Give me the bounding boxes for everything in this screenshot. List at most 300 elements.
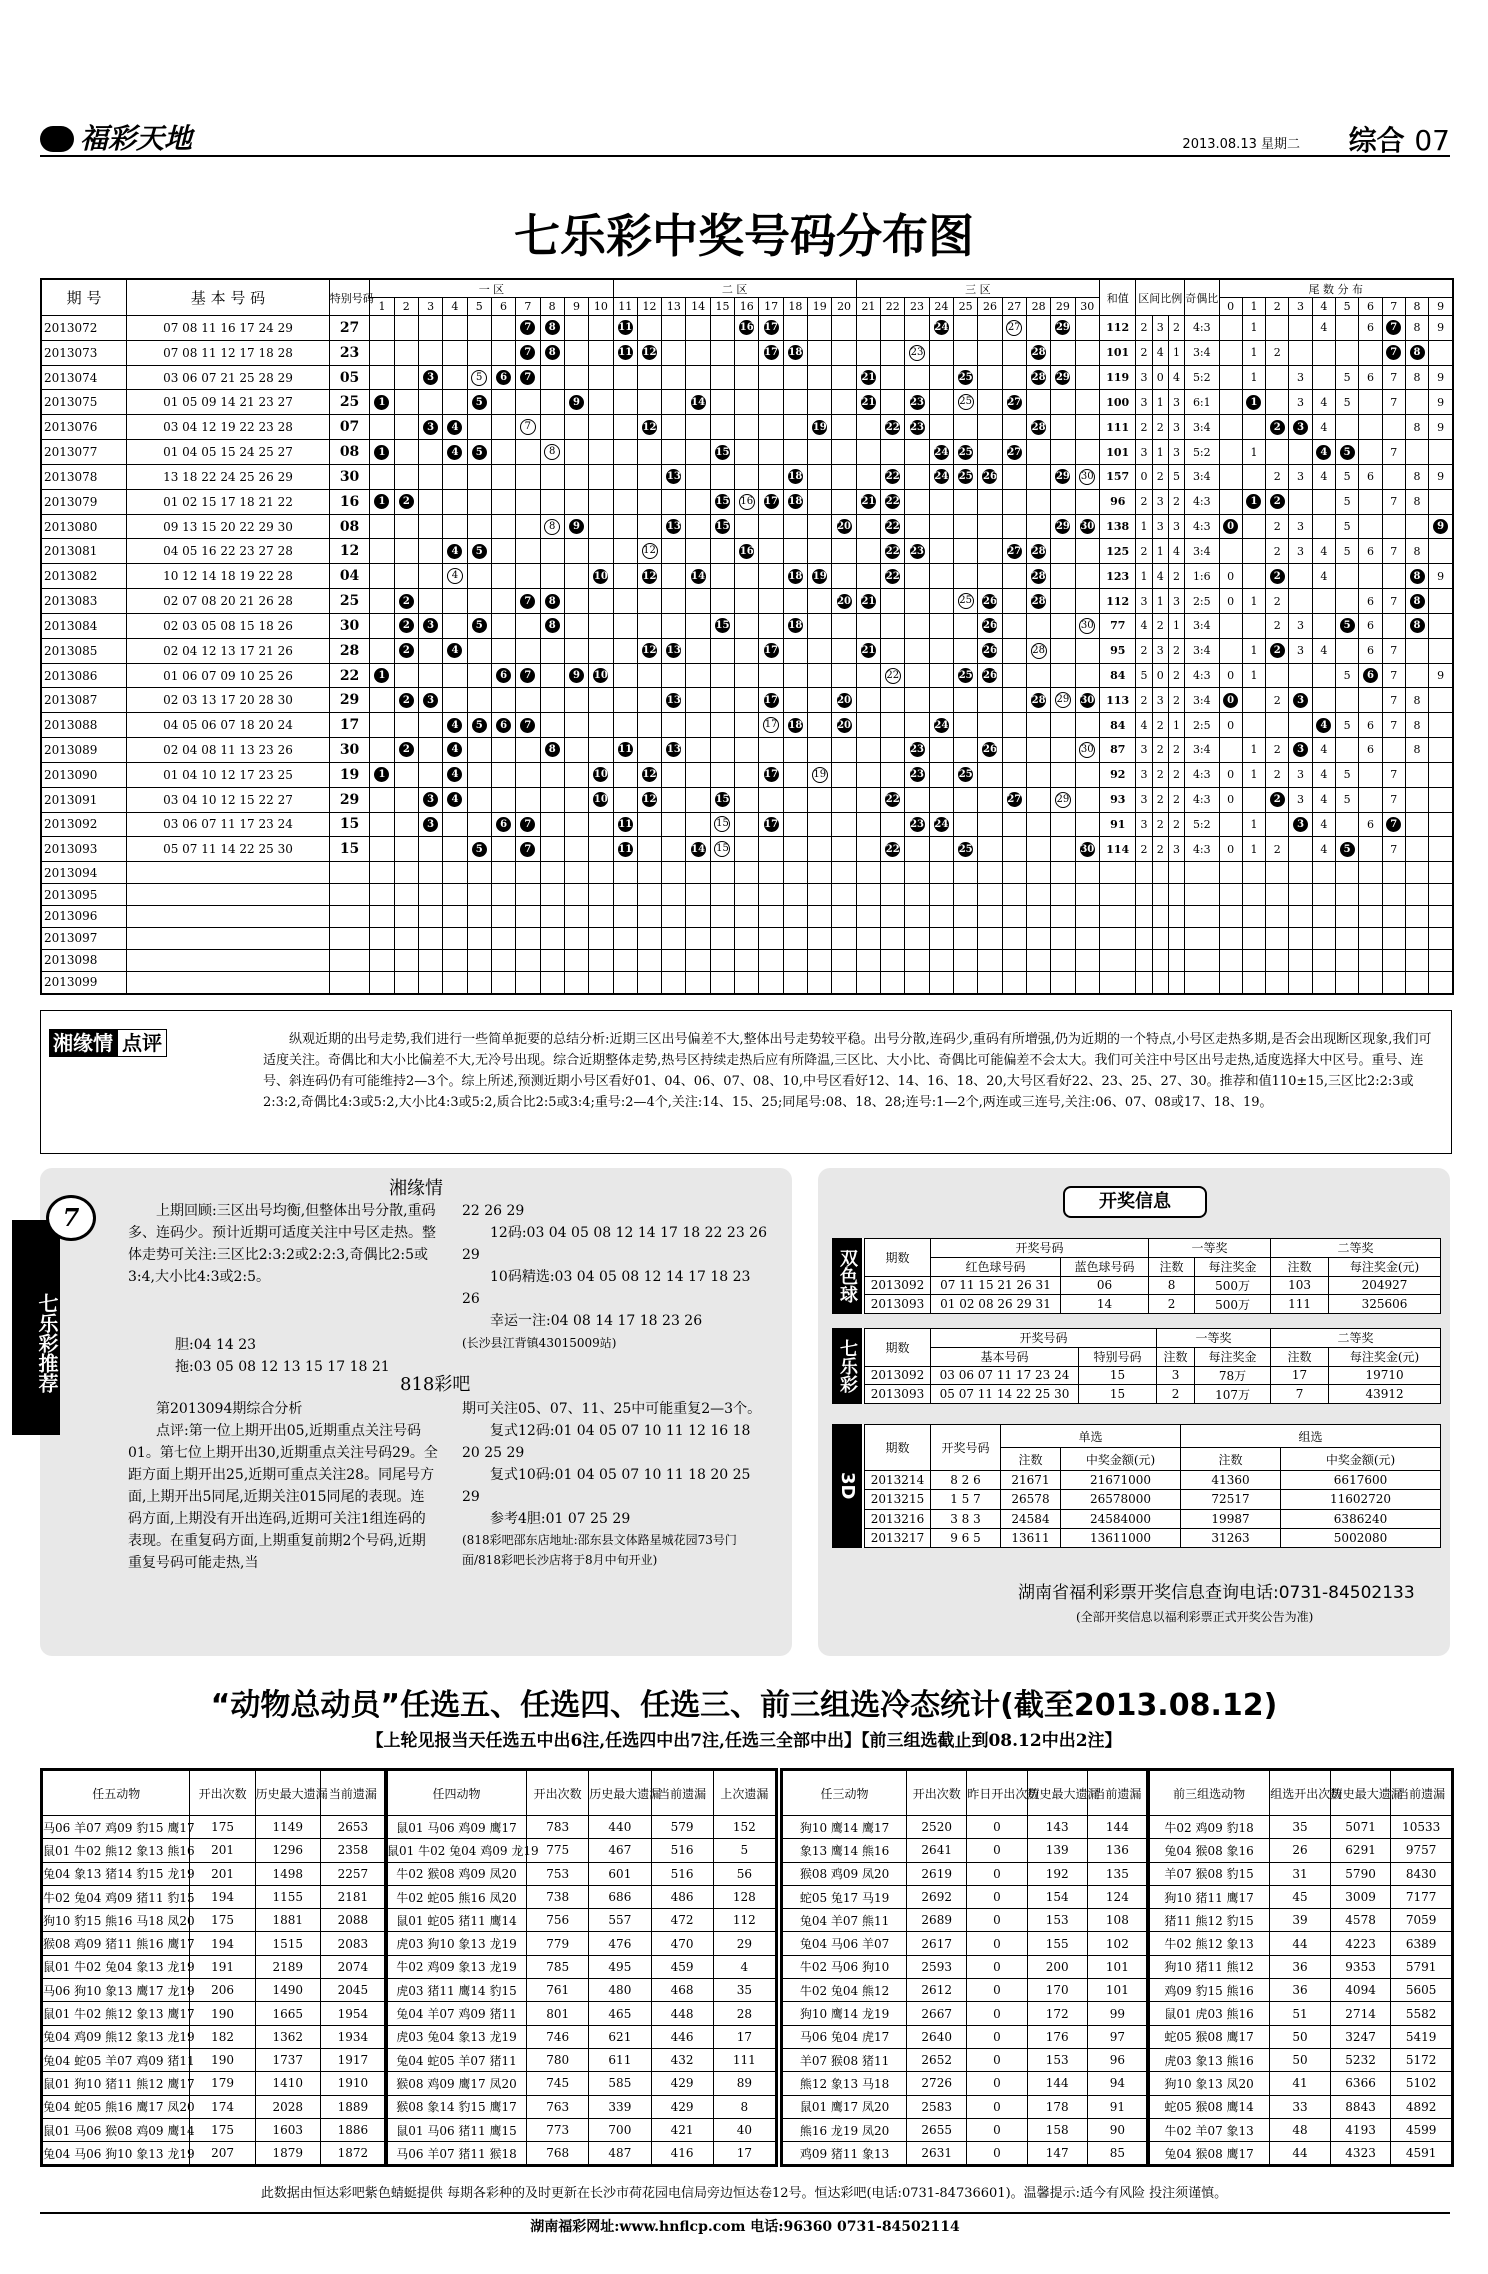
- number-cell: [467, 862, 491, 884]
- tail-cell: [1382, 316, 1405, 341]
- hit-ball: 11: [618, 322, 633, 334]
- number-cell: [735, 613, 759, 638]
- tail-cell: [1405, 812, 1428, 837]
- hit-ball: 15: [715, 620, 730, 632]
- zone-num-header: 5: [467, 298, 491, 316]
- tail-cell: [1242, 713, 1265, 738]
- number-cell: [1051, 489, 1075, 514]
- zone-num-header: 27: [1002, 298, 1026, 316]
- special-ball: 15: [714, 816, 730, 832]
- number-cell: [637, 539, 661, 564]
- number-cell: [1002, 316, 1026, 341]
- number-cell: [735, 884, 759, 906]
- tail-cell: [1336, 638, 1359, 663]
- table-cell: 3247: [1330, 2025, 1391, 2048]
- number-cell: [491, 464, 515, 489]
- number-cell: [467, 539, 491, 564]
- tail-cell: [1405, 949, 1428, 971]
- number-cell: [564, 906, 588, 928]
- number-cell: [540, 762, 564, 787]
- tail-cell: [1266, 906, 1289, 928]
- tail-cell: 0: [1219, 837, 1242, 862]
- table-row: [387, 2048, 776, 2071]
- zone-num-header: 3: [418, 298, 442, 316]
- number-cell: [1002, 514, 1026, 539]
- zone-num-header: 1: [370, 298, 394, 316]
- table-cell: 763: [527, 2095, 589, 2118]
- table-cell: 136: [1087, 1839, 1147, 1862]
- number-cell: [856, 738, 880, 763]
- special-number-cell: 05: [329, 365, 370, 390]
- number-cell: [808, 390, 832, 415]
- number-cell: [540, 489, 564, 514]
- ratio-cell: 1: [1168, 713, 1184, 738]
- table-cell: 狗10 猪11 鹰17: [1149, 1885, 1270, 1908]
- number-cell: [613, 762, 637, 787]
- table-cell: 14: [1061, 1295, 1149, 1314]
- number-cell: [759, 489, 783, 514]
- table-cell: 8430: [1391, 1862, 1452, 1885]
- table-cell: 429: [651, 2072, 713, 2095]
- tail-cell: [1219, 927, 1242, 949]
- ssq-h-amt: 每注奖金: [1195, 1257, 1271, 1276]
- number-cell: [467, 663, 491, 688]
- number-cell: [735, 564, 759, 589]
- number-cell: [516, 365, 540, 390]
- number-cell: [1075, 415, 1099, 440]
- tail-repeat-ball: 8: [1410, 345, 1425, 360]
- number-cell: [589, 971, 613, 993]
- hit-ball: 23: [910, 396, 924, 408]
- hit-ball: 25: [958, 446, 973, 458]
- grid-row: [42, 713, 1453, 738]
- hit-ball: 28: [1031, 421, 1046, 433]
- table-cell: 26578000: [1061, 1490, 1181, 1509]
- tail-cell: [1312, 489, 1335, 514]
- tail-cell: 3: [1289, 390, 1312, 415]
- table-cell: 猴08 鸡09 凤20: [783, 1862, 907, 1885]
- table-cell: 801: [527, 2002, 589, 2025]
- tail-cell: [1429, 862, 1453, 884]
- number-cell: [637, 688, 661, 713]
- number-cell: [710, 564, 734, 589]
- number-cell: [856, 927, 880, 949]
- tail-cell: 2: [1266, 762, 1289, 787]
- tail-cell: [1219, 906, 1242, 928]
- hit-ball: 18: [788, 719, 803, 731]
- table-cell: 601: [589, 1862, 651, 1885]
- number-cell: [881, 787, 905, 812]
- tail-cell: [1405, 906, 1428, 928]
- number-cell: [564, 837, 588, 862]
- tail-cell: [1266, 812, 1289, 837]
- table-cell: 124: [1087, 1885, 1147, 1908]
- ref-4: 参考4胆:01 07 25 29: [490, 1511, 631, 1527]
- number-cell: [491, 415, 515, 440]
- hit-ball: 12: [642, 645, 657, 657]
- base-numbers-cell: [127, 927, 330, 949]
- number-cell: [394, 884, 418, 906]
- number-cell: [491, 613, 515, 638]
- number-cell: [637, 440, 661, 465]
- number-cell: [491, 762, 515, 787]
- qlc-h-amt: 每注奖金: [1195, 1347, 1271, 1366]
- number-cell: [929, 365, 953, 390]
- grid-row: [42, 762, 1453, 787]
- ratio-cell: 2: [1136, 340, 1152, 365]
- tail-repeat-ball: 1: [1246, 395, 1261, 410]
- tail-cell: [1289, 340, 1312, 365]
- table-cell: 07 11 15 21 26 31: [931, 1276, 1061, 1295]
- number-cell: [1075, 539, 1099, 564]
- number-cell: [1002, 812, 1026, 837]
- hit-ball: 13: [666, 645, 681, 657]
- hit-ball: 11: [618, 843, 633, 855]
- table-row: [865, 1528, 1441, 1547]
- sum-cell: 113: [1099, 688, 1135, 713]
- issue-cell: 2013083: [42, 589, 127, 614]
- tail-cell: 1: [1242, 663, 1265, 688]
- ssq-h-amt2: 每注奖金(元): [1329, 1257, 1441, 1276]
- number-cell: [978, 514, 1002, 539]
- ssq-h-p2: 二等奖: [1271, 1239, 1441, 1258]
- tail-cell: [1405, 440, 1428, 465]
- number-cell: [710, 927, 734, 949]
- table-header-cell: 任三动物: [783, 1771, 907, 1816]
- tail-cell: [1219, 812, 1242, 837]
- hit-ball: 9: [569, 519, 584, 534]
- hit-ball: 7: [520, 594, 535, 609]
- table-cell: 鼠01 牛02 兔04 象13 龙19: [43, 1955, 190, 1978]
- tail-cell: [1242, 906, 1265, 928]
- table-row: [43, 1955, 386, 1978]
- table-row: [865, 1366, 1441, 1385]
- col-oe: 奇偶比: [1185, 280, 1219, 316]
- ratio-cell: [1136, 906, 1152, 928]
- hit-ball: 15: [715, 496, 730, 508]
- number-cell: [370, 971, 394, 993]
- tail-cell: 6: [1359, 539, 1382, 564]
- number-cell: [589, 564, 613, 589]
- number-cell: [1051, 837, 1075, 862]
- tail-cell: [1219, 613, 1242, 638]
- zone-num-header: 23: [905, 298, 929, 316]
- number-cell: [564, 762, 588, 787]
- table-cell: 2013216: [865, 1509, 931, 1528]
- number-cell: [735, 489, 759, 514]
- table-cell: 143: [1027, 1816, 1087, 1839]
- ssq-h-red: 红色球号码: [931, 1257, 1061, 1276]
- number-cell: [637, 613, 661, 638]
- tail-cell: [1266, 365, 1289, 390]
- number-cell: [808, 949, 832, 971]
- base-numbers-cell: [127, 906, 330, 928]
- tail-cell: [1429, 927, 1453, 949]
- number-cell: [516, 539, 540, 564]
- number-cell: [686, 613, 710, 638]
- number-cell: [370, 949, 394, 971]
- number-cell: [516, 489, 540, 514]
- special-number-cell: [329, 862, 370, 884]
- tail-cell: [1242, 564, 1265, 589]
- table-row: [1149, 1955, 1452, 1978]
- odd-even-cell: [1185, 971, 1219, 993]
- number-cell: [467, 464, 491, 489]
- ssq-h-nums: 开奖号码: [931, 1239, 1149, 1258]
- ratio-cell: 2: [1136, 688, 1152, 713]
- hit-ball: 3: [423, 817, 438, 832]
- table-cell: 牛02 鸡09 象13 龙19: [387, 1955, 527, 1978]
- special-ball: 7: [520, 419, 536, 435]
- number-cell: [443, 564, 467, 589]
- number-cell: [564, 613, 588, 638]
- number-cell: [1026, 316, 1050, 341]
- number-cell: [1051, 906, 1075, 928]
- hit-ball: 5: [472, 618, 487, 633]
- table-row: [1149, 1816, 1452, 1839]
- tail-cell: [1336, 688, 1359, 713]
- table-header-row: [1149, 1771, 1452, 1816]
- number-cell: [589, 365, 613, 390]
- table-cell: 马06 羊07 鸡09 豹15 鹰17: [43, 1816, 190, 1839]
- number-cell: [662, 713, 686, 738]
- hit-ball: 4: [447, 544, 462, 559]
- table-cell: 40: [713, 2118, 775, 2141]
- table-cell: 鸡09 豹15 熊16: [1149, 1979, 1270, 2002]
- odd-even-cell: 4:3: [1185, 663, 1219, 688]
- hit-ball: 1: [374, 445, 389, 460]
- number-cell: [832, 971, 856, 993]
- table-cell: 马06 兔04 虎17: [783, 2025, 907, 2048]
- table-cell: 8: [713, 2095, 775, 2118]
- tail-cell: [1382, 862, 1405, 884]
- number-cell: [540, 564, 564, 589]
- table-cell: 78万: [1195, 1366, 1271, 1385]
- tail-cell: [1382, 971, 1405, 993]
- tail-cell: [1312, 663, 1335, 688]
- table-cell: 17: [713, 2142, 775, 2165]
- number-cell: [832, 489, 856, 514]
- number-cell: [491, 862, 515, 884]
- number-cell: [467, 713, 491, 738]
- tail-cell: [1336, 971, 1359, 993]
- number-cell: [881, 762, 905, 787]
- table-row: [387, 2095, 776, 2118]
- tail-cell: [1336, 812, 1359, 837]
- number-cell: [759, 713, 783, 738]
- number-cell: [759, 949, 783, 971]
- number-cell: [710, 738, 734, 763]
- sum-cell: [1099, 862, 1135, 884]
- qlc-h-amt2: 每注奖金(元): [1329, 1347, 1441, 1366]
- table-cell: 兔04 蛇05 熊16 鹰17 凤20: [43, 2095, 190, 2118]
- base-numbers-cell: 04 05 16 22 23 27 28: [127, 539, 330, 564]
- table-cell: 170: [1027, 1979, 1087, 2002]
- table-cell: 480: [589, 1979, 651, 2002]
- number-cell: [443, 638, 467, 663]
- hit-ball: 2: [399, 643, 414, 658]
- tail-cell: [1266, 884, 1289, 906]
- table-cell: 108: [1087, 1909, 1147, 1932]
- number-cell: [370, 613, 394, 638]
- number-cell: [516, 663, 540, 688]
- table-cell: 6386240: [1281, 1509, 1441, 1528]
- hit-ball: 23: [910, 744, 924, 756]
- zone-num-header: 7: [516, 298, 540, 316]
- number-cell: [905, 949, 929, 971]
- table-header-cell: 任五动物: [43, 1771, 190, 1816]
- table-cell: 753: [527, 1862, 589, 1885]
- number-cell: [589, 927, 613, 949]
- number-cell: [1002, 390, 1026, 415]
- table-cell: 101: [1087, 1955, 1147, 1978]
- table-cell: 13611000: [1061, 1528, 1181, 1547]
- table-cell: 2013093: [865, 1385, 931, 1404]
- table-cell: 51: [1270, 2002, 1331, 2025]
- number-cell: [1026, 713, 1050, 738]
- tail-cell: [1242, 613, 1265, 638]
- ratio-cell: 2: [1136, 539, 1152, 564]
- table-row: [43, 2025, 386, 2048]
- odd-even-cell: 4:3: [1185, 787, 1219, 812]
- table-cell: 33: [1270, 2095, 1331, 2118]
- number-cell: [589, 949, 613, 971]
- qlc-h-p2: 二等奖: [1271, 1329, 1441, 1348]
- hit-ball: 30: [1080, 521, 1095, 533]
- table-cell: 鼠01 牛02 兔04 鸡09 龙19: [387, 1839, 527, 1862]
- number-cell: [905, 927, 929, 949]
- table-cell: 1879: [255, 2142, 320, 2165]
- tail-cell: [1429, 713, 1453, 738]
- table-cell: 0: [967, 2095, 1027, 2118]
- number-cell: [589, 884, 613, 906]
- number-cell: [540, 390, 564, 415]
- tail-cell: 1: [1242, 762, 1265, 787]
- number-cell: [1026, 862, 1050, 884]
- odd-even-cell: 4:3: [1185, 837, 1219, 862]
- number-cell: [516, 862, 540, 884]
- base-numbers-cell: 07 08 11 12 17 18 28: [127, 340, 330, 365]
- table-header-cell: 开出次数: [190, 1771, 255, 1816]
- tail-cell: [1429, 589, 1453, 614]
- number-cell: [540, 464, 564, 489]
- number-cell: [613, 787, 637, 812]
- tail-cell: [1266, 564, 1289, 589]
- tail-cell: [1429, 949, 1453, 971]
- tail-cell: [1242, 688, 1265, 713]
- number-cell: [686, 316, 710, 341]
- table-cell: 熊16 龙19 凤20: [783, 2118, 907, 2141]
- number-cell: [394, 489, 418, 514]
- table-cell: 2714: [1330, 2002, 1391, 2025]
- table-cell: 2617: [907, 1932, 967, 1955]
- table-cell: 5102: [1391, 2072, 1452, 2095]
- table-cell: 779: [527, 1932, 589, 1955]
- hit-ball: 1: [374, 395, 389, 410]
- hit-ball: 21: [861, 372, 876, 384]
- number-cell: [978, 663, 1002, 688]
- tail-cell: [1312, 440, 1335, 465]
- number-cell: [540, 884, 564, 906]
- issue-cell: 2013092: [42, 812, 127, 837]
- number-cell: [881, 638, 905, 663]
- number-cell: [491, 884, 515, 906]
- number-cell: [1075, 837, 1099, 862]
- tail-cell: [1312, 688, 1335, 713]
- number-cell: [686, 949, 710, 971]
- tail-cell: [1336, 340, 1359, 365]
- number-cell: [905, 440, 929, 465]
- table-row: [783, 1955, 1148, 1978]
- table-header-cell: 开出次数: [907, 1771, 967, 1816]
- number-cell: [1026, 613, 1050, 638]
- number-cell: [686, 787, 710, 812]
- number-cell: [467, 564, 491, 589]
- hit-ball: 20: [837, 694, 852, 706]
- number-cell: [467, 440, 491, 465]
- number-cell: [978, 762, 1002, 787]
- tail-cell: 2: [1266, 589, 1289, 614]
- number-cell: [467, 415, 491, 440]
- table-cell: 1917: [320, 2048, 385, 2071]
- number-cell: [905, 663, 929, 688]
- number-cell: [783, 638, 807, 663]
- table-cell: 9 6 5: [931, 1528, 1001, 1547]
- number-cell: [759, 906, 783, 928]
- number-cell: [686, 862, 710, 884]
- ratio-cell: 4: [1168, 365, 1184, 390]
- tail-cell: 3: [1289, 539, 1312, 564]
- table-cell: 35: [713, 1979, 775, 2002]
- table-cell: 01 02 08 26 29 31: [931, 1295, 1061, 1314]
- hit-ball: 11: [618, 818, 633, 830]
- sum-cell: [1099, 884, 1135, 906]
- tail-cell: [1359, 390, 1382, 415]
- hit-ball: 10: [593, 670, 608, 681]
- number-cell: [881, 514, 905, 539]
- number-cell: [491, 390, 515, 415]
- number-cell: [759, 971, 783, 993]
- zone-num-header: 28: [1026, 298, 1050, 316]
- table-cell: 446: [651, 2025, 713, 2048]
- tail-cell: [1405, 971, 1428, 993]
- table-cell: 1 5 7: [931, 1490, 1001, 1509]
- number-cell: [929, 884, 953, 906]
- table-cell: 7177: [1391, 1885, 1452, 1908]
- grid-row: [42, 440, 1453, 465]
- number-cell: [1075, 613, 1099, 638]
- number-cell: [710, 971, 734, 993]
- tail-cell: 6: [1359, 316, 1382, 341]
- tail-cell: [1219, 489, 1242, 514]
- table-cell: 5790: [1330, 1862, 1391, 1885]
- table-cell: 牛02 马06 狗10: [783, 1955, 907, 1978]
- table-cell: 2013093: [865, 1295, 931, 1314]
- number-cell: [735, 837, 759, 862]
- table-cell: 0: [967, 1885, 1027, 1908]
- tail-cell: [1266, 663, 1289, 688]
- special-ball: 8: [544, 519, 560, 535]
- table-row: [865, 1509, 1441, 1528]
- number-cell: [808, 440, 832, 465]
- number-cell: [443, 340, 467, 365]
- number-cell: [540, 837, 564, 862]
- table-cell: 91: [1087, 2095, 1147, 2118]
- issue-cell: 2013074: [42, 365, 127, 390]
- table-cell: 0: [967, 2002, 1027, 2025]
- number-cell: [1051, 862, 1075, 884]
- table-cell: 179: [190, 2072, 255, 2095]
